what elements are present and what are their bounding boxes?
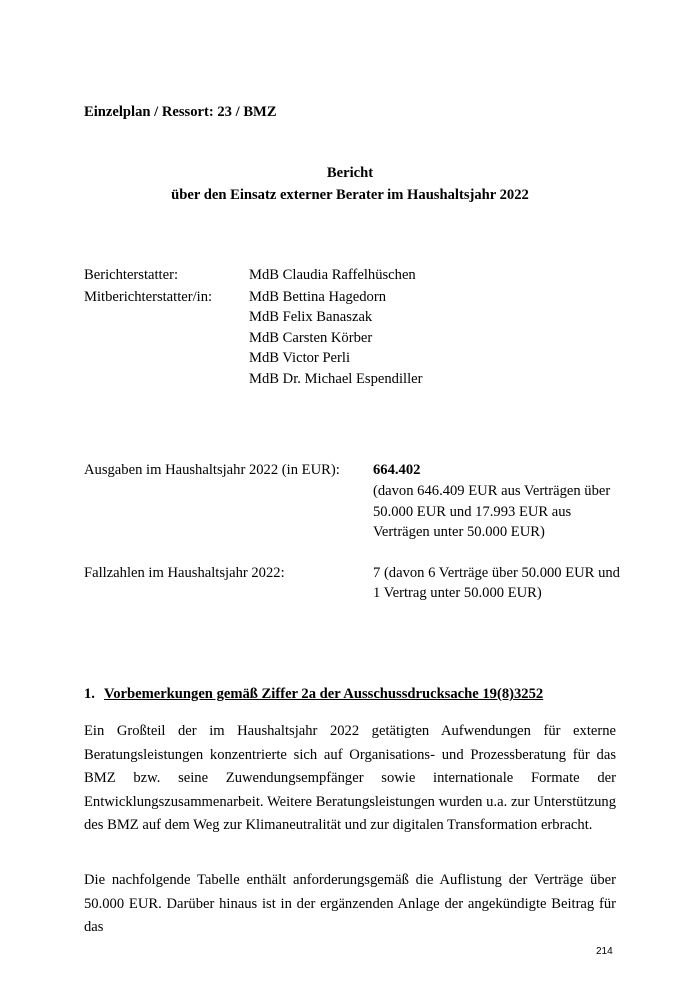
berichterstatter-name: MdB Claudia Raffelhüschen <box>249 267 416 283</box>
ausgaben-detail: Verträgen unter 50.000 EUR) <box>373 524 545 540</box>
section-number: 1. <box>84 686 95 702</box>
einzelplan-header: Einzelplan / Ressort: 23 / BMZ <box>84 104 277 120</box>
section-heading: Vorbemerkungen gemäß Ziffer 2a der Ausschussdrucksache 19(8)3252 <box>104 686 544 702</box>
ausgaben-detail: (davon 646.409 EUR aus Verträgen über <box>373 483 611 499</box>
mitberichterstatter-name: MdB Bettina Hagedorn <box>249 289 386 305</box>
mitberichterstatter-label: Mitberichterstatter/in: <box>84 289 213 305</box>
mitberichterstatter-name: MdB Victor Perli <box>249 350 351 366</box>
report-title: Bericht <box>326 165 374 181</box>
ausgaben-label: Ausgaben im Haushaltsjahr 2022 (in EUR): <box>84 462 340 478</box>
mitberichterstatter-name: MdB Dr. Michael Espendiller <box>249 371 423 387</box>
fallzahlen-detail: 7 (davon 6 Verträge über 50.000 EUR und <box>373 565 620 581</box>
mitberichterstatter-name: MdB Carsten Körber <box>249 330 373 346</box>
ausgaben-detail: 50.000 EUR und 17.993 EUR aus <box>373 504 572 520</box>
page-number: 214 <box>596 946 613 957</box>
report-subtitle: über den Einsatz externer Berater im Haushaltsjahr 2022 <box>171 187 529 203</box>
berichterstatter-label: Berichterstatter: <box>84 267 179 283</box>
paragraph-1: Ein Großteil der im Haushaltsjahr 2022 getätigten Aufwendungen für externe Beratungsleistungen konzentrierte sich auf Organisations- und Prozessberatung für das BMZ bzw. seine Zuwendungsempfänger sowie internationale Formate der Entwicklungszusammenarbeit. Weitere Beratungsleistungen wurden u.a. zur Unterstützung des BMZ auf dem Weg zur Klimaneutralität und zur digitalen Transformation erbracht. <box>84 723 616 834</box>
fallzahlen-label: Fallzahlen im Haushaltsjahr 2022: <box>84 565 285 581</box>
fallzahlen-detail: 1 Vertrag unter 50.000 EUR) <box>373 585 542 601</box>
paragraph-2: Die nachfolgende Tabelle enthält anforderungsgemäß die Auflistung der Verträge über 50.000 EUR. Darüber hinaus ist in der ergänzenden Anlage der angekündigte Beitrag für das <box>84 872 616 936</box>
ausgaben-value: 664.402 <box>373 462 421 478</box>
mitberichterstatter-name: MdB Felix Banaszak <box>249 309 373 325</box>
